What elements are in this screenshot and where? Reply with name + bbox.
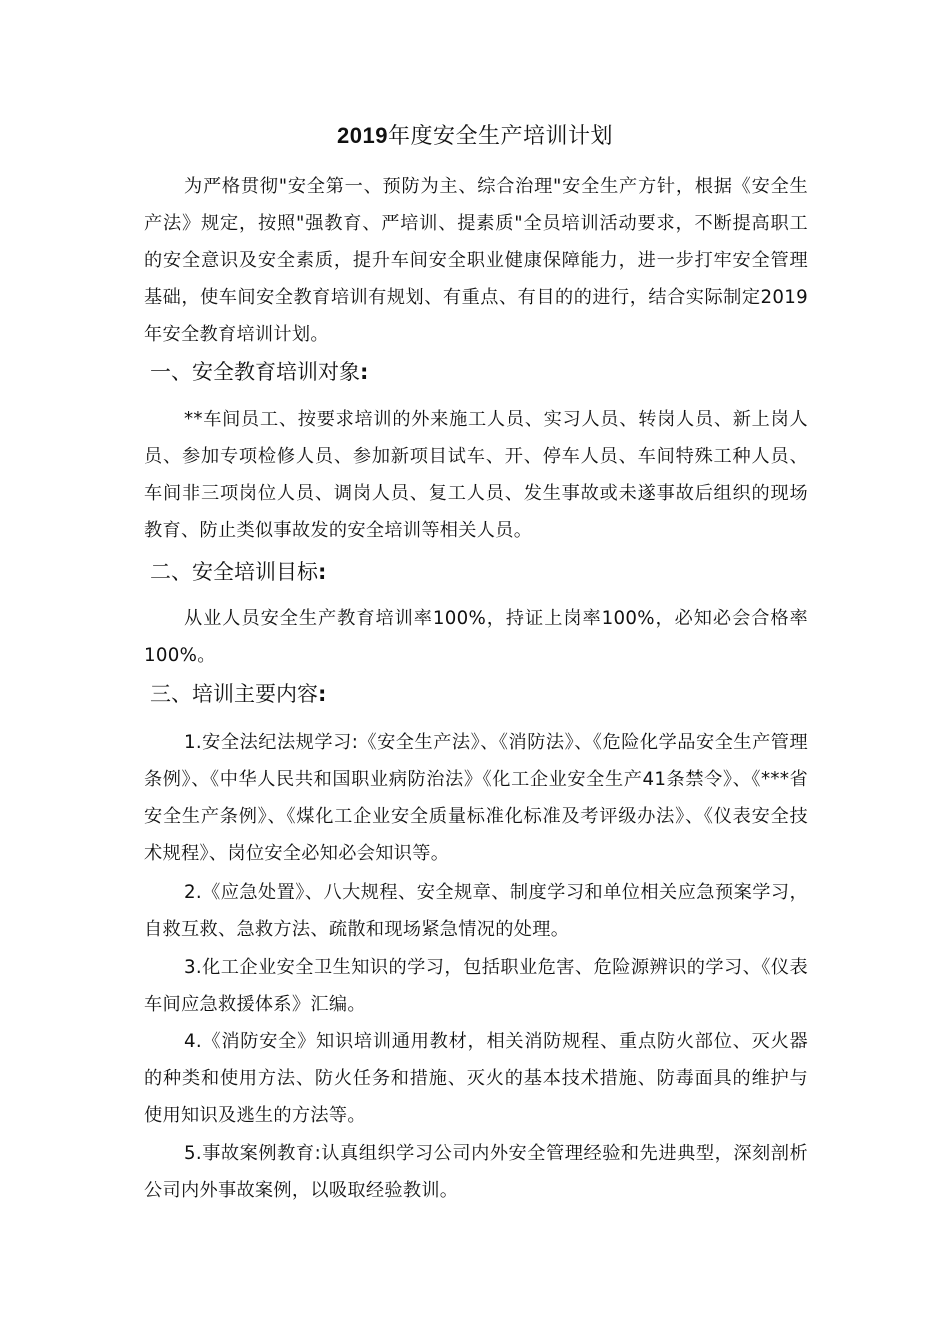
section-2-heading-text: 二、安全培训目标 (150, 560, 318, 584)
section-3-heading-text: 三、培训主要内容 (150, 682, 318, 706)
section-3-heading (150, 678, 326, 710)
list-item: 2.《应急处置》、八大规程、安全规章、制度学习和单位相关应急预案学习，自救互救、急救方法、疏散和现场紧急情况的处理。 (144, 882, 808, 940)
page-title (0, 120, 950, 153)
section-3-item-2 (144, 874, 808, 948)
list-item: 4.《消防安全》知识培训通用教材，相关消防规程、重点防火部位、灭火器的种类和使用方法、防火任务和措施、灭火的基本技术措施、防毒面具的维护与使用知识及逃生的方法等。 (144, 1031, 808, 1126)
section-1-heading-colon: : (360, 360, 369, 384)
intro-text: 为严格贯彻"安全第一、预防为主、综合治理"安全生产方针，根据《安全生产法》规定，按照"强教育、严培训、提素质"全员培训活动要求，不断提高职工的安全意识及安全素质，提升车间安全职业健康保障能力，进一步打牢安全管理基础，使车间安全教育培训有规划、有重点、有目的的进行，结合实际制定2019年安全教育培训计划。 (144, 176, 808, 345)
title-text: 年度安全生产培训计划 (387, 124, 613, 149)
intro-paragraph (144, 168, 808, 353)
section-2-body (144, 600, 808, 674)
section-1-text: **车间员工、按要求培训的外来施工人员、实习人员、转岗人员、新上岗人员、参加专项检修人员、参加新项目试车、开、停车人员、车间特殊工种人员、车间非三项岗位人员、调岗人员、复工人员、发生事故或未遂事故后组织的现场教育、防止类似事故发的安全培训等相关人员。 (144, 409, 808, 541)
section-1-heading-text: 一、安全教育培训对象 (150, 360, 360, 384)
section-3-item-4 (144, 1023, 808, 1134)
title-year: 2019 (337, 123, 388, 148)
section-3-item-5 (144, 1135, 808, 1209)
section-3-item-1 (144, 724, 808, 872)
list-item: 1.安全法纪法规学习:《安全生产法》、《消防法》、《危险化学品安全生产管理条例》、《中华人民共和国职业病防治法》《化工企业安全生产41条禁令》、《***省安全生产条例》、《煤化工企业安全质量标准化标准及考评级办法》、《仪表安全技术规程》、岗位安全必知必会知识等。 (144, 732, 808, 864)
section-3-item-3 (144, 949, 808, 1023)
section-1-heading (150, 356, 368, 388)
section-2-heading (150, 556, 326, 588)
list-item: 3.化工企业安全卫生知识的学习，包括职业危害、危险源辨识的学习、《仪表车间应急救援体系》汇编。 (144, 957, 808, 1015)
section-2-text: 从业人员安全生产教育培训率100%，持证上岗率100%，必知必会合格率100%。 (144, 608, 808, 666)
section-3-heading-colon: : (318, 682, 327, 706)
section-2-heading-colon: : (318, 560, 327, 584)
section-1-body (144, 401, 808, 549)
list-item: 5.事故案例教育:认真组织学习公司内外安全管理经验和先进典型，深刻剖析公司内外事故案例，以吸取经验教训。 (144, 1143, 808, 1201)
